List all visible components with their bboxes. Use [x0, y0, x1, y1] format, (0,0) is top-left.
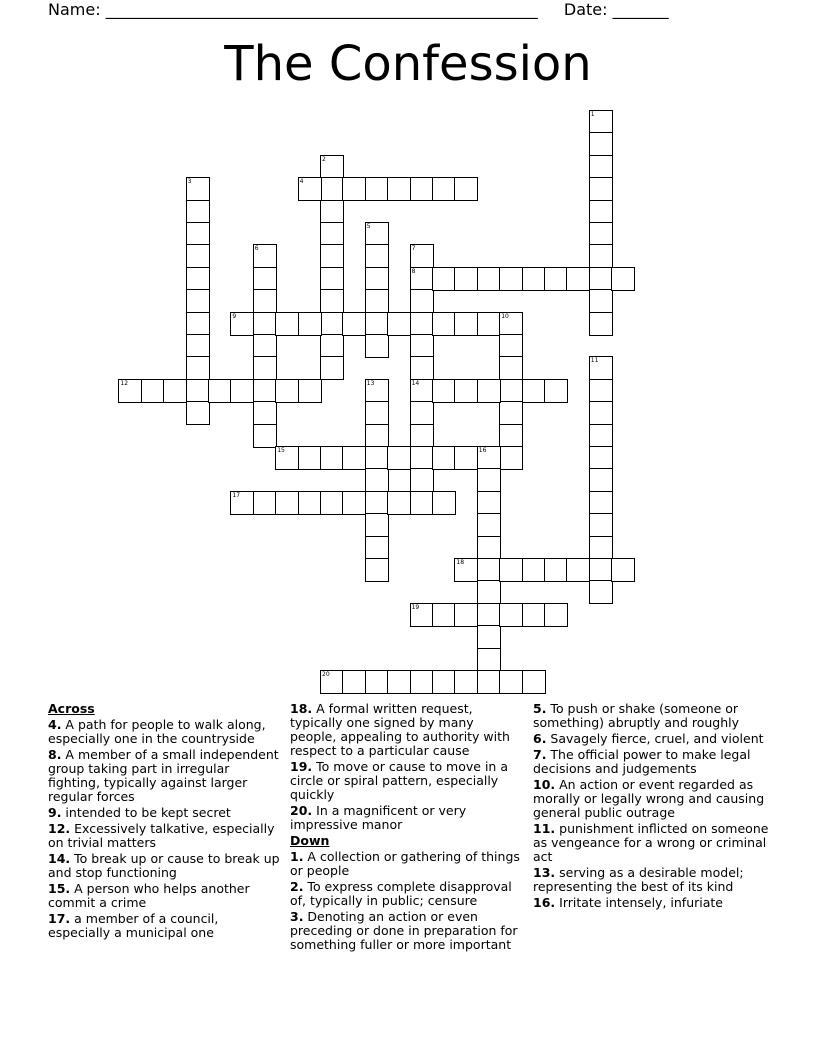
grid-cell[interactable]: [365, 334, 389, 358]
grid-cell[interactable]: [589, 132, 613, 156]
name-line[interactable]: ______________________________________________________: [105, 0, 538, 19]
clue-number-label: 17: [232, 491, 241, 499]
grid-cell[interactable]: [253, 379, 277, 403]
grid-cell[interactable]: [320, 200, 344, 224]
grid-cell[interactable]: [589, 446, 613, 470]
clue-item: [48, 748, 280, 804]
grid-cell[interactable]: [589, 468, 613, 492]
clue-number-label: 7: [411, 245, 416, 253]
grid-cell[interactable]: [454, 177, 478, 201]
grid-cell[interactable]: [342, 446, 366, 470]
grid-cell[interactable]: [365, 401, 389, 425]
date-line[interactable]: _______: [612, 0, 669, 19]
grid-cell[interactable]: [589, 513, 613, 537]
grid-cell[interactable]: [477, 603, 501, 627]
grid-cell[interactable]: [589, 558, 613, 582]
grid-cell[interactable]: [544, 267, 568, 291]
grid-cell[interactable]: [342, 177, 366, 201]
grid-cell[interactable]: [477, 625, 501, 649]
clue-item: [48, 822, 280, 850]
clue-item: [48, 882, 280, 910]
clue-number: 7.: [533, 747, 547, 762]
clue-number-label: 16: [478, 447, 487, 454]
grid-cell[interactable]: [186, 222, 210, 246]
grid-cell[interactable]: [365, 468, 389, 492]
grid-cell[interactable]: [589, 379, 613, 403]
page-title: The Confession: [224, 36, 592, 92]
grid-cell[interactable]: [589, 155, 613, 179]
clue-number-label: 14: [411, 379, 420, 387]
grid-cell[interactable]: [454, 670, 478, 694]
grid-cell[interactable]: [387, 177, 411, 201]
grid-cell[interactable]: [253, 312, 277, 336]
grid-cell[interactable]: [454, 267, 478, 291]
grid-cell[interactable]: [342, 312, 366, 336]
grid-cell[interactable]: [208, 379, 232, 403]
clue-text: A formal written request, typically one signed by many people, appealing to authority with respect to a particular cause: [290, 701, 510, 758]
clue-number: 3.: [290, 909, 304, 924]
name-label: Name:: [48, 0, 101, 19]
clue-number: 2.: [290, 879, 304, 894]
grid-cell[interactable]: [477, 670, 501, 694]
grid-cell[interactable]: [387, 491, 411, 515]
grid-cell[interactable]: [186, 200, 210, 224]
grid-cell[interactable]: [499, 356, 523, 380]
grid-cell[interactable]: [499, 446, 523, 470]
clue-item: [533, 822, 773, 864]
down-heading: Down: [290, 833, 330, 848]
grid-cell[interactable]: [387, 446, 411, 470]
grid-cell[interactable]: [544, 558, 568, 582]
clue-text: A member of a small independent group taking part in irregular fighting, typically against larger regular forces: [48, 747, 279, 804]
grid-cell[interactable]: [320, 312, 344, 336]
grid-cell[interactable]: [275, 312, 299, 336]
grid-cell[interactable]: [365, 267, 389, 291]
grid-cell[interactable]: [477, 312, 501, 336]
clue-text: a member of a council, especially a municipal one: [48, 911, 219, 940]
grid-cell[interactable]: [522, 379, 546, 403]
grid-cell[interactable]: [253, 356, 277, 380]
grid-cell[interactable]: [432, 446, 456, 470]
clue-text: serving as a desirable model; representing the best of its kind: [533, 865, 744, 894]
clue-number: 20.: [290, 803, 313, 818]
clue-item: [48, 718, 280, 746]
grid-cell[interactable]: [365, 513, 389, 537]
clue-text: Denoting an action or even preceding or done in preparation for something fuller or more important: [290, 909, 518, 952]
clue-text: punishment inflicted on someone as vengeance for a wrong or criminal act: [533, 821, 769, 864]
clue-number-label: 12: [120, 379, 129, 387]
grid-cell[interactable]: [253, 491, 277, 515]
clue-text: In a magnificent or very impressive manor: [290, 803, 467, 832]
clue-text: To move or cause to move in a circle or spiral pattern, especially quickly: [290, 759, 508, 802]
grid-cell[interactable]: [477, 379, 501, 403]
clue-number: 18.: [290, 701, 313, 716]
grid-cell[interactable]: [611, 267, 635, 291]
grid-cell[interactable]: [186, 401, 210, 425]
grid-cell[interactable]: [589, 267, 613, 291]
clue-number: 5.: [533, 701, 547, 716]
grid-cell[interactable]: [477, 513, 501, 537]
grid-cell[interactable]: [522, 558, 546, 582]
clue-number-label: 8: [411, 267, 416, 275]
clue-text: intended to be kept secret: [61, 805, 231, 820]
clue-text: The official power to make legal decisions and judgements: [533, 747, 751, 776]
grid-cell[interactable]: [589, 536, 613, 560]
clue-item: [533, 896, 773, 910]
grid-cell[interactable]: [230, 379, 254, 403]
grid-cell[interactable]: [342, 670, 366, 694]
grid-cell[interactable]: [186, 356, 210, 380]
clue-item: [533, 866, 773, 894]
grid-cell[interactable]: [410, 177, 434, 201]
clue-number-label: 19: [411, 603, 420, 611]
clue-number: 15.: [48, 881, 71, 896]
grid-cell[interactable]: [410, 356, 434, 380]
across-heading: Across: [48, 701, 95, 716]
clue-text: To push or shake (someone or something) abruptly and roughly: [533, 701, 740, 730]
grid-cell[interactable]: [320, 222, 344, 246]
grid-cell[interactable]: [320, 446, 344, 470]
clue-number: 8.: [48, 747, 62, 762]
grid-cell[interactable]: [365, 244, 389, 268]
grid-cell[interactable]: [365, 536, 389, 560]
grid-cell[interactable]: [410, 312, 434, 336]
grid-cell[interactable]: [410, 670, 434, 694]
grid-cell[interactable]: [186, 244, 210, 268]
grid-cell[interactable]: [186, 267, 210, 291]
grid-cell[interactable]: [522, 603, 546, 627]
grid-cell[interactable]: [432, 312, 456, 336]
clue-number-label: 18: [456, 559, 465, 566]
grid-cell[interactable]: [298, 379, 322, 403]
clue-text: A path for people to walk along, especially one in the countryside: [48, 717, 266, 746]
clue-text: Excessively talkative, especially on trivial matters: [48, 821, 275, 850]
clue-number: 4.: [48, 717, 62, 732]
clue-number: 9.: [48, 805, 62, 820]
grid-cell[interactable]: [589, 580, 613, 604]
grid-cell[interactable]: [320, 244, 344, 268]
grid-cell[interactable]: [320, 267, 344, 291]
clue-item: [290, 804, 522, 832]
clue-item: [48, 806, 280, 820]
grid-cell[interactable]: [566, 267, 590, 291]
clue-number: 19.: [290, 759, 313, 774]
date-label: Date:: [563, 0, 608, 19]
grid-cell[interactable]: [365, 491, 389, 515]
clue-column-2: [290, 702, 522, 954]
grid-cell[interactable]: [320, 177, 344, 201]
clue-number: 17.: [48, 911, 71, 926]
grid-cell[interactable]: [432, 379, 456, 403]
grid-cell[interactable]: [477, 536, 501, 560]
grid-cell[interactable]: [186, 312, 210, 336]
clue-number-label: 3: [187, 178, 192, 186]
clue-item: [290, 880, 522, 908]
grid-cell[interactable]: [432, 670, 456, 694]
clue-item: [533, 778, 773, 820]
clue-item: [290, 850, 522, 878]
clue-number-label: 5: [366, 223, 371, 230]
clue-number: 1.: [290, 849, 304, 864]
grid-cell[interactable]: [365, 670, 389, 694]
clue-number: 10.: [533, 777, 556, 792]
grid-cell[interactable]: [589, 289, 613, 313]
grid-cell[interactable]: [454, 312, 478, 336]
grid-cell[interactable]: [589, 177, 613, 201]
grid-cell[interactable]: [499, 603, 523, 627]
grid-cell[interactable]: [365, 446, 389, 470]
grid-cell[interactable]: [365, 424, 389, 448]
clue-item: [533, 732, 773, 746]
clue-item: [290, 760, 522, 802]
clue-text: To express complete disapproval of, typically in public; censure: [290, 879, 512, 908]
clue-number: 14.: [48, 851, 71, 866]
grid-cell[interactable]: [186, 379, 210, 403]
clue-number: 13.: [533, 865, 556, 880]
grid-cell[interactable]: [589, 244, 613, 268]
grid-cell[interactable]: [589, 312, 613, 336]
grid-cell[interactable]: [432, 603, 456, 627]
grid-cell[interactable]: [477, 558, 501, 582]
grid-cell[interactable]: [477, 648, 501, 672]
grid-cell[interactable]: [499, 401, 523, 425]
clue-number: 16.: [533, 895, 556, 910]
grid-cell[interactable]: [253, 401, 277, 425]
grid-cell[interactable]: [298, 491, 322, 515]
clue-number-label: 9: [232, 312, 237, 320]
grid-cell[interactable]: [365, 312, 389, 336]
grid-cell[interactable]: [499, 670, 523, 694]
grid-cell[interactable]: [320, 334, 344, 358]
clue-text: An action or event regarded as morally or legally wrong and causing general public outrage: [533, 777, 765, 820]
grid-cell[interactable]: [589, 424, 613, 448]
clue-column-3: [533, 702, 773, 912]
grid-cell[interactable]: [499, 334, 523, 358]
grid-cell[interactable]: [410, 468, 434, 492]
grid-cell[interactable]: [589, 491, 613, 515]
clue-text: A person who helps another commit a crime: [48, 881, 250, 910]
grid-cell[interactable]: [544, 379, 568, 403]
grid-cell[interactable]: [298, 312, 322, 336]
clue-item: [48, 852, 280, 880]
grid-cell[interactable]: [365, 177, 389, 201]
clue-item: [533, 748, 773, 776]
grid-cell[interactable]: [410, 491, 434, 515]
header: [48, 0, 669, 19]
clue-number: 6.: [533, 731, 547, 746]
grid-cell[interactable]: [320, 491, 344, 515]
clue-number: 12.: [48, 821, 71, 836]
clue-column-1: [48, 702, 280, 942]
grid-cell[interactable]: [454, 603, 478, 627]
clue-number-label: 6: [254, 245, 259, 253]
grid-cell[interactable]: [163, 379, 187, 403]
grid-cell[interactable]: [410, 334, 434, 358]
clue-text: Irritate intensely, infuriate: [555, 895, 723, 910]
clue-text: Savagely fierce, cruel, and violent: [546, 731, 764, 746]
grid-cell[interactable]: [365, 558, 389, 582]
grid-cell[interactable]: [477, 580, 501, 604]
grid-cell[interactable]: [522, 267, 546, 291]
clue-number-label: 2: [322, 155, 326, 163]
grid-cell[interactable]: [186, 334, 210, 358]
grid-cell[interactable]: [275, 491, 299, 515]
clue-number-label: 1: [590, 111, 595, 118]
grid-cell[interactable]: [477, 468, 501, 492]
grid-cell[interactable]: [410, 424, 434, 448]
clue-number-label: 10: [501, 312, 509, 320]
grid-cell[interactable]: [253, 334, 277, 358]
grid-cell[interactable]: [320, 356, 344, 380]
clue-item: [290, 910, 522, 952]
grid-cell[interactable]: [589, 200, 613, 224]
grid-cell[interactable]: [454, 379, 478, 403]
grid-cell[interactable]: [253, 289, 277, 313]
grid-cell[interactable]: [186, 289, 210, 313]
grid-cell[interactable]: [387, 670, 411, 694]
grid-cell[interactable]: [342, 491, 366, 515]
clue-text: To break up or cause to break up and stop functioning: [48, 851, 280, 880]
grid-cell[interactable]: [477, 267, 501, 291]
grid-cell[interactable]: [432, 267, 456, 291]
grid-cell[interactable]: [499, 267, 523, 291]
grid-cell[interactable]: [365, 289, 389, 313]
grid-cell[interactable]: [611, 558, 635, 582]
grid-cell[interactable]: [432, 491, 456, 515]
clue-item: [48, 912, 280, 940]
grid-cell[interactable]: [589, 401, 613, 425]
grid-cell[interactable]: [566, 558, 590, 582]
grid-cell[interactable]: [320, 289, 344, 313]
grid-cell[interactable]: [454, 446, 478, 470]
grid-cell[interactable]: [522, 670, 546, 694]
clue-number-label: 20: [322, 671, 330, 678]
grid-cell[interactable]: [298, 446, 322, 470]
grid-cell[interactable]: [499, 424, 523, 448]
grid-cell[interactable]: [589, 222, 613, 246]
clue-item: [290, 702, 522, 758]
grid-cell[interactable]: [544, 603, 568, 627]
grid-cell[interactable]: [253, 267, 277, 291]
clue-number-label: 4: [299, 178, 304, 186]
grid-cell[interactable]: [275, 379, 299, 403]
grid-cell[interactable]: [410, 289, 434, 313]
grid-cell[interactable]: [253, 424, 277, 448]
grid-cell[interactable]: [387, 312, 411, 336]
grid-cell[interactable]: [499, 379, 523, 403]
grid-cell[interactable]: [499, 558, 523, 582]
clue-number: 11.: [533, 821, 556, 836]
clue-item: [533, 702, 773, 730]
grid-cell[interactable]: [432, 177, 456, 201]
clue-number-label: 15: [277, 447, 285, 454]
grid-cell[interactable]: [410, 401, 434, 425]
clue-text: A collection or gathering of things or people: [290, 849, 520, 878]
grid-cell[interactable]: [410, 446, 434, 470]
grid-cell[interactable]: [477, 491, 501, 515]
clue-number-label: 13: [366, 379, 375, 387]
clue-number-label: 11: [590, 357, 599, 365]
grid-cell[interactable]: [141, 379, 165, 403]
